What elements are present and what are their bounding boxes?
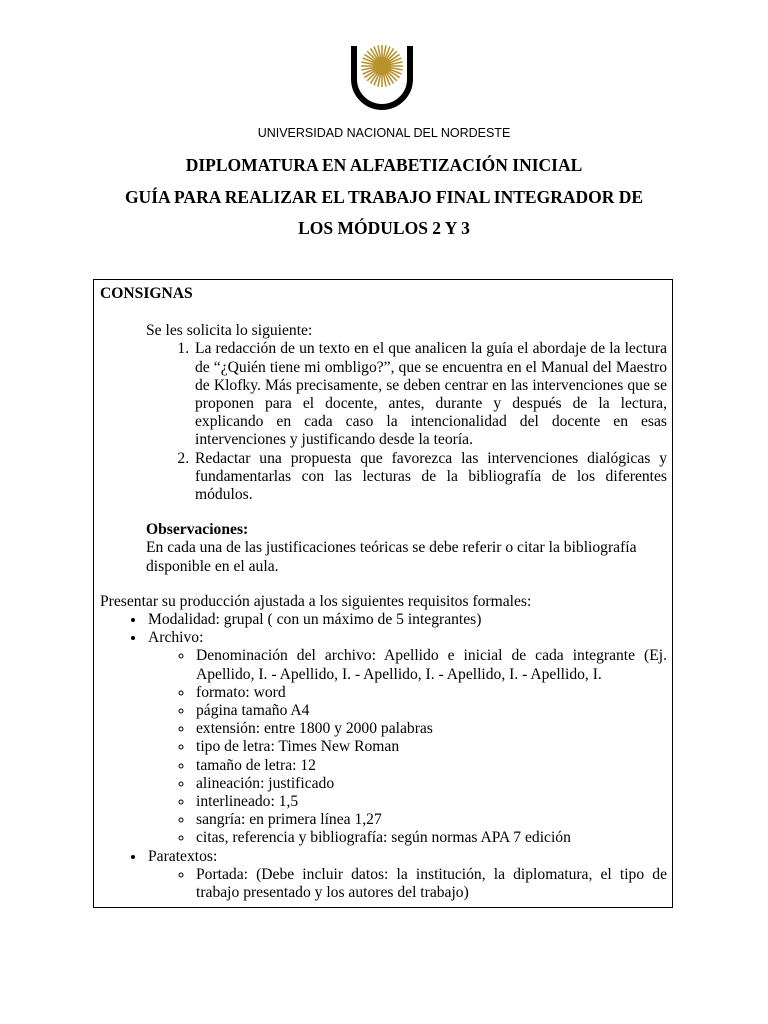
title-line-2: GUÍA PARA REALIZAR EL TRABAJO FINAL INTEGRADOR DE	[124, 187, 644, 207]
title-line-3: LOS MÓDULOS 2 Y 3	[298, 218, 470, 238]
archivo-item: ◦ alineación: justificado	[194, 775, 667, 793]
consigna-item-1: 1. La redacción de un texto en el que analicen la guía el abordaje de la lectura de “¿Quién tiene mi ombligo?”, que se encuentra en el Manual del Maestro de Klofky. Más precisamente, se deben centrar en las intervenciones que se proponen para el docente, antes, durante y después de la lectura, explicando en cada caso la intencionalidad del docente en esas intervenciones y justificando desde la teoría.	[193, 340, 667, 449]
archivo-list	[148, 647, 667, 847]
paratextos-list	[148, 866, 667, 902]
observaciones-text: En cada una de las justificaciones teóricas se debe referir o citar la bibliografía disponible en el aula.	[146, 539, 637, 575]
paratextos-item: ◦ Portada: (Debe incluir datos: la institución, la diplomatura, el tipo de trabajo presentado y los autores del trabajo)	[194, 866, 667, 902]
archivo-label: Archivo:	[148, 629, 204, 647]
archivo-item: ◦ Denominación del archivo: Apellido e inicial de cada integrante (Ej. Apellido, I. - Apellido, I. - Apellido, I. - Apellido, I. - Apellido, I.	[194, 647, 667, 683]
consigna-item-2: 2. Redactar una propuesta que favorezca las intervenciones dialógicas y fundamentarlas con las lecturas de la bibliografía de los diferentes módulos.	[193, 450, 667, 505]
archivo-item: ◦ página tamaño A4	[194, 702, 667, 720]
archivo-item: ◦ formato: word	[194, 684, 667, 702]
consignas-list	[100, 340, 667, 504]
title-line-1: DIPLOMATURA EN ALFABETIZACIÓN INICIAL	[185, 155, 583, 175]
archivo-item: ◦ tipo de letra: Times New Roman	[194, 738, 667, 756]
archivo-item: ◦ citas, referencia y bibliografía: según normas APA 7 edición	[194, 829, 667, 847]
observaciones-heading: Observaciones:	[146, 521, 249, 539]
paratextos-label: Paratextos:	[148, 847, 218, 865]
archivo-item: ◦ sangría: en primera línea 1,27	[194, 811, 667, 829]
university-logo-icon	[349, 44, 415, 116]
consignas-content	[100, 285, 667, 902]
requirement-modalidad: • Modalidad: grupal ( con un máximo de 5 integrantes)	[146, 611, 667, 629]
university-name: UNIVERSIDAD NACIONAL DEL NORDESTE	[257, 126, 511, 140]
requirements-list	[100, 611, 667, 902]
consignas-heading: CONSIGNAS	[100, 285, 193, 302]
consignas-intro: Se les solicita lo siguiente:	[146, 322, 313, 340]
requirement-paratextos	[146, 848, 667, 903]
requirement-archivo	[146, 629, 667, 847]
archivo-item: ◦ extensión: entre 1800 y 2000 palabras	[194, 720, 667, 738]
requirements-intro: Presentar su producción ajustada a los siguientes requisitos formales:	[100, 592, 532, 610]
archivo-item: ◦ tamaño de letra: 12	[194, 757, 667, 775]
archivo-item: ◦ interlineado: 1,5	[194, 793, 667, 811]
